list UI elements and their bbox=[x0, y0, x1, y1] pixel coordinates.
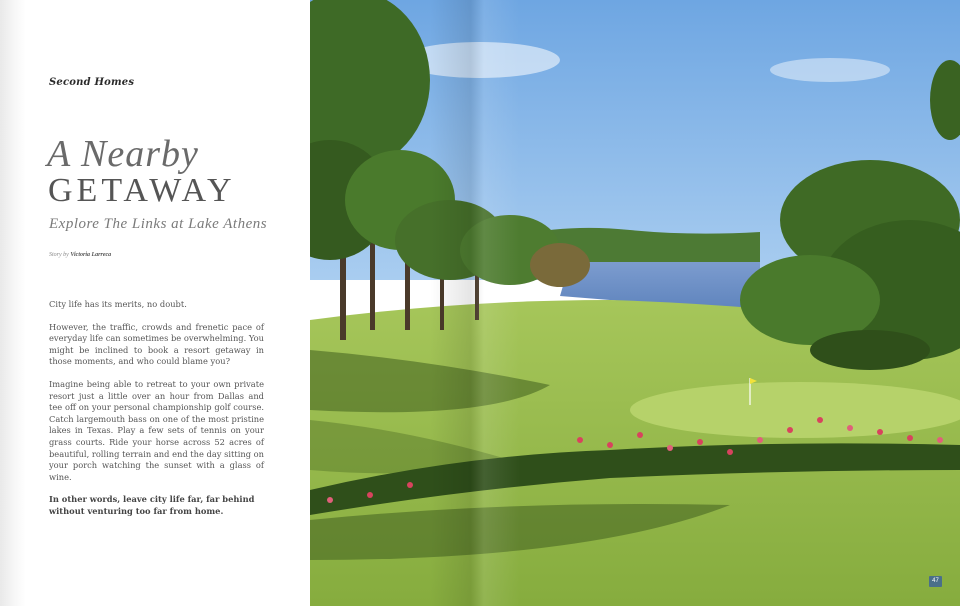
body-paragraph: However, the traffic, crowds and frenetic pace of everyday life can sometimes be overwhelming. You might be inclined to book a resort getaway in those moments, and who could blame you? bbox=[49, 321, 264, 367]
article-body bbox=[49, 299, 264, 529]
subtitle: Explore The Links at Lake Athens bbox=[49, 216, 268, 232]
title-line-2: GETAWAY bbox=[48, 172, 236, 209]
page-number: 47 bbox=[929, 576, 942, 587]
byline bbox=[49, 252, 111, 258]
text-page bbox=[0, 0, 310, 606]
golf-course-photo bbox=[310, 0, 960, 606]
cloud bbox=[770, 58, 890, 82]
body-paragraph: City life has its merits, no doubt. bbox=[49, 299, 187, 309]
body-paragraph: Imagine being able to retreat to your own private resort just a little over an hour from Dallas and tee off on your personal championship golf course. Catch largemouth bass on one of the most pristine lakes in Texas. Play a few sets of tennis on your grass courts. Ride your horse across 52 acres of beautiful, rolling terrain and end the day sitting on your porch watching the sunset with a glass of wine. bbox=[49, 378, 264, 482]
photo-illustration bbox=[310, 0, 960, 606]
closing-paragraph bbox=[49, 494, 264, 517]
title-line-1: A Nearby bbox=[47, 133, 199, 175]
page-edge-shadow bbox=[0, 0, 26, 606]
section-label: Second Homes bbox=[49, 77, 135, 88]
byline-prefix: Story by bbox=[49, 252, 69, 258]
putting-green bbox=[630, 382, 960, 438]
byline-author: Victoria Larreca bbox=[70, 252, 112, 258]
closing-line-1: In other words, leave city life far, far behind bbox=[49, 494, 255, 505]
closing-line-2: without venturing too far from home. bbox=[49, 505, 224, 516]
